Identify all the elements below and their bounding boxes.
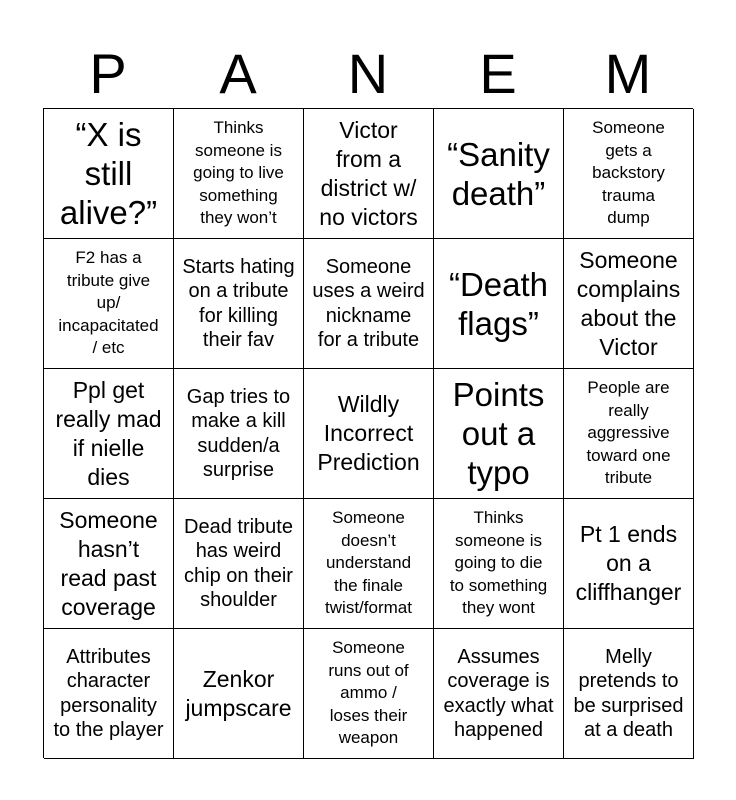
bingo-cell-text: Gap tries to make a kill sudden/a surprise [186,385,291,481]
bingo-cell[interactable] [434,239,564,369]
bingo-cell-text: Dead tribute has weird chip on their shoulder [184,515,293,611]
bingo-cell-text: “X is still alive?” [59,116,158,231]
bingo-cell[interactable] [174,369,304,499]
bingo-cell[interactable] [44,369,174,499]
bingo-cell[interactable] [564,369,694,499]
bingo-cell[interactable] [434,629,564,759]
bingo-cell-text: Someone complains about the Victor [576,246,681,360]
bingo-cell[interactable] [564,629,694,759]
bingo-cell-text: F2 has a tribute give up/ incapacitated / etc [58,248,159,358]
bingo-cell-text: Someone hasn’t read past coverage [59,506,158,620]
bingo-cell-text: People are really aggressive toward one tribute [586,378,671,488]
bingo-cell[interactable] [174,109,304,239]
bingo-cell-text: Victor from a district w/ no victors [319,116,418,230]
bingo-cell-text: Thinks someone is going to live something they won’t [193,118,284,228]
bingo-cell-text: Someone doesn’t understand the finale twist/format [325,508,412,618]
header-letter-e: E [479,42,517,105]
bingo-cell[interactable] [174,629,304,759]
bingo-cell[interactable] [304,499,434,629]
bingo-cell-text: Zenkor jumpscare [185,665,292,721]
bingo-cell-text: Someone uses a weird nickname for a tribute [312,255,425,351]
header-letter-n: N [347,42,389,105]
bingo-cell[interactable] [174,499,304,629]
bingo-cell[interactable] [44,499,174,629]
bingo-cell[interactable] [44,109,174,239]
bingo-cell-text: Attributes character personality to the player [53,645,164,741]
header-letter-a: A [219,42,257,105]
bingo-cell-text: “Death flags” [448,265,549,342]
bingo-cell-text: Someone runs out of ammo / loses their weapon [328,638,409,748]
bingo-cell-text: Assumes coverage is exactly what happened [443,645,554,741]
header-letter-m: M [604,42,652,105]
bingo-cell-text: Thinks someone is going to die to something they wont [449,508,548,618]
bingo-cell[interactable] [304,109,434,239]
bingo-cell-text: Ppl get really mad if nielle dies [55,376,162,490]
bingo-cell[interactable] [564,499,694,629]
bingo-header [43,40,693,108]
bingo-cell[interactable] [564,109,694,239]
bingo-cell[interactable] [304,369,434,499]
bingo-cell[interactable] [174,239,304,369]
bingo-cell[interactable] [304,629,434,759]
bingo-cell[interactable] [434,109,564,239]
bingo-cell-text: Pt 1 ends on a cliffhanger [575,521,682,605]
bingo-cell[interactable] [44,239,174,369]
bingo-cell-text: “Sanity death” [447,135,550,212]
bingo-cell[interactable] [434,499,564,629]
header-letter-p: P [89,42,127,105]
bingo-cell[interactable] [434,369,564,499]
bingo-grid [43,108,693,758]
bingo-cell-text: Wildly Incorrect Prediction [317,391,420,475]
bingo-cell-text: Melly pretends to be surprised at a death [573,645,684,741]
bingo-cell[interactable] [44,629,174,759]
bingo-cell[interactable] [564,239,694,369]
bingo-cell-text: Points out a typo [452,376,545,491]
bingo-cell-text: Someone gets a backstory trauma dump [592,118,665,228]
bingo-cell[interactable] [304,239,434,369]
bingo-cell-text: Starts hating on a tribute for killing their fav [182,255,295,351]
